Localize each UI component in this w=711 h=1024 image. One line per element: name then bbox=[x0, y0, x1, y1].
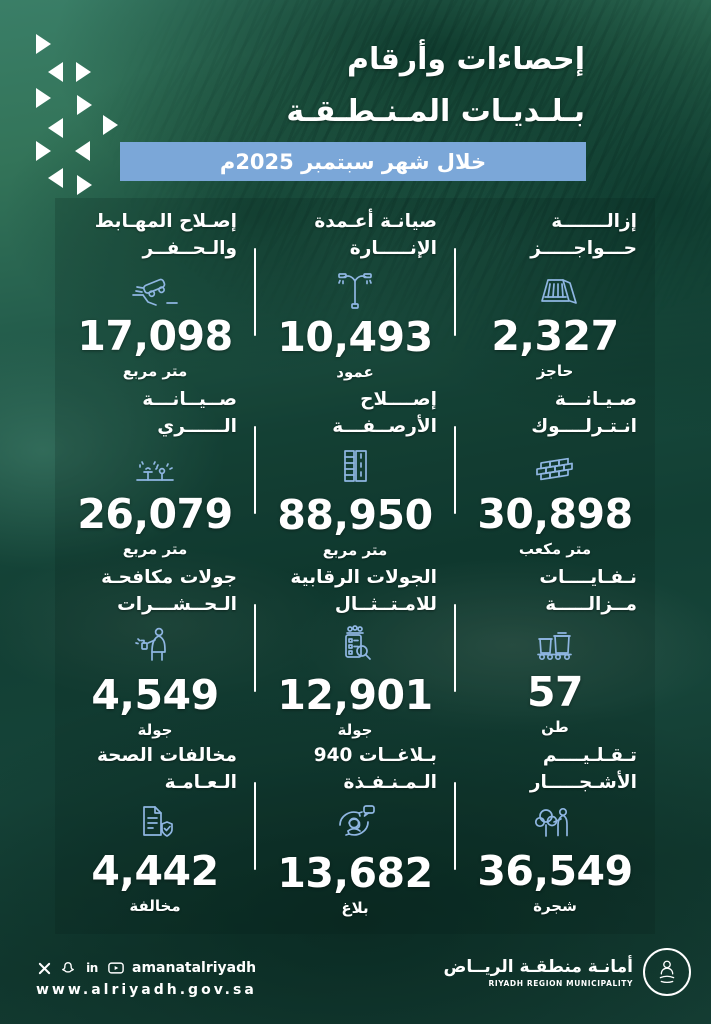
website-url[interactable]: www.alriyadh.gov.sa bbox=[36, 982, 257, 998]
footer-social-block bbox=[36, 960, 257, 998]
title-line-2: بـلـديـات المـنـطـقـة bbox=[286, 94, 585, 129]
stat-title-line2: الأرصــفـــة bbox=[332, 416, 437, 437]
stat-title-line1: إصــــلاح bbox=[360, 389, 437, 410]
stat-title-line1: إصـلاح المهـابط bbox=[94, 211, 237, 232]
stats-grid bbox=[55, 202, 655, 917]
sprinkler-icon bbox=[55, 442, 255, 491]
inspection-clipboard-icon bbox=[255, 620, 455, 672]
stat-title bbox=[455, 564, 655, 620]
triangle-icon bbox=[77, 175, 92, 195]
stat-unit: جولة bbox=[137, 721, 173, 739]
stat-card-interlock-maintenance bbox=[455, 380, 655, 558]
stat-value: 13,682 bbox=[277, 849, 433, 897]
triangle-icon bbox=[75, 141, 90, 161]
date-banner bbox=[120, 142, 586, 181]
footer bbox=[0, 928, 711, 1024]
stat-title-line2: الإنـــــارة bbox=[349, 238, 437, 259]
stat-title-line1: صـيـانـــة bbox=[554, 389, 637, 410]
stat-value: 88,950 bbox=[277, 491, 433, 539]
stat-value: 12,901 bbox=[277, 671, 433, 719]
stat-card-compliance-inspection-rounds bbox=[255, 558, 455, 739]
stat-title-line2: الـحــشـــرات bbox=[117, 594, 237, 615]
stat-title bbox=[55, 564, 255, 620]
stat-title-line1: صيانـة أعـمدة bbox=[314, 211, 437, 232]
triangle-icon bbox=[36, 141, 51, 161]
sidewalk-icon bbox=[255, 442, 455, 492]
pest-control-icon bbox=[55, 620, 255, 672]
stat-card-sidewalk-repair bbox=[255, 380, 455, 558]
stat-title-line2: انـتـرلــــوك bbox=[531, 416, 637, 437]
title-line-1: إحصاءات وأرقام bbox=[346, 42, 585, 77]
stat-title bbox=[55, 742, 255, 798]
stat-title-line2: للامـتــثــال bbox=[334, 594, 437, 615]
stat-title bbox=[255, 564, 455, 620]
stat-title bbox=[255, 386, 455, 442]
triangle-icon bbox=[76, 62, 91, 82]
stat-title-line2: الـمـنـفـذة bbox=[343, 772, 437, 793]
stat-unit: مخالفة bbox=[129, 897, 181, 915]
stat-value: 30,898 bbox=[477, 490, 633, 538]
stat-unit: طن bbox=[541, 718, 569, 736]
stat-value: 10,493 bbox=[277, 313, 433, 361]
triangle-icon bbox=[36, 34, 51, 54]
triangle-icon bbox=[36, 88, 51, 108]
stat-value: 4,549 bbox=[91, 671, 219, 719]
stat-title-line1: صــيــانـــة bbox=[142, 389, 237, 410]
org-name-english: RIYADH REGION MUNICIPALITY bbox=[488, 978, 633, 988]
barrier-icon bbox=[455, 264, 655, 313]
stat-title bbox=[255, 742, 455, 798]
stat-value: 57 bbox=[526, 668, 584, 716]
snapchat-icon[interactable] bbox=[60, 960, 76, 976]
stat-card-lighting-pole-maintenance bbox=[255, 202, 455, 380]
triangle-icon bbox=[48, 168, 63, 188]
stat-title-line1: بـلاغــات 940 bbox=[313, 745, 437, 766]
stat-card-manhole-pothole-repair bbox=[55, 202, 255, 380]
stat-title bbox=[55, 386, 255, 442]
violation-document-icon bbox=[55, 798, 255, 848]
stat-title-line1: نـفـايــــات bbox=[539, 567, 637, 588]
stat-title-line1: جولات مكافحـة bbox=[101, 567, 237, 588]
stat-title-line2: حـــواجـــــز bbox=[530, 238, 637, 259]
stat-title bbox=[455, 208, 655, 264]
stat-title-line2: الـعـامـة bbox=[164, 772, 237, 793]
footer-org-block bbox=[444, 948, 692, 996]
stat-card-irrigation-maintenance bbox=[55, 380, 255, 558]
stat-title-line2: مــزالـــــة bbox=[545, 594, 637, 615]
stat-unit: متر مربع bbox=[122, 540, 188, 558]
date-banner-text: خلال شهر سبتمبر 2025م bbox=[219, 149, 487, 174]
stat-title-line2: والـحــفــر bbox=[142, 238, 237, 259]
stat-unit: متر مكعب bbox=[518, 540, 592, 558]
triangle-icon bbox=[103, 115, 118, 135]
waste-container-icon bbox=[455, 620, 655, 669]
stat-value: 17,098 bbox=[77, 312, 233, 360]
street-lamp-icon bbox=[255, 264, 455, 314]
call-center-icon bbox=[255, 798, 455, 850]
stat-card-pest-control-rounds bbox=[55, 558, 255, 739]
stat-unit: عمود bbox=[336, 363, 374, 381]
stat-card-public-health-violations bbox=[55, 736, 255, 914]
triangle-icon bbox=[48, 62, 63, 82]
linkedin-icon[interactable]: in bbox=[86, 961, 98, 975]
stat-title-line1: الجولات الرقابية bbox=[290, 567, 437, 588]
x-icon[interactable] bbox=[36, 960, 52, 976]
road-collapse-icon bbox=[55, 264, 255, 313]
social-handle[interactable]: amanatalriyadh bbox=[132, 960, 257, 976]
stat-unit: متر مربع bbox=[322, 541, 388, 559]
stat-unit: حاجز bbox=[536, 362, 574, 380]
org-name-arabic: أمانـة منطقـة الريــاض bbox=[443, 956, 633, 977]
triangle-icon bbox=[48, 118, 63, 138]
youtube-icon[interactable] bbox=[108, 960, 124, 976]
interlock-bricks-icon bbox=[455, 442, 655, 491]
stat-title-line2: الأشـجـــــار bbox=[529, 772, 637, 793]
stat-card-waste-removed bbox=[455, 558, 655, 736]
tree-pruning-icon bbox=[455, 798, 655, 848]
stat-unit: متر مربع bbox=[122, 362, 188, 380]
stat-unit: شجرة bbox=[533, 897, 577, 915]
stat-value: 26,079 bbox=[77, 490, 233, 538]
stat-title-line1: مخالفات الصحة bbox=[96, 745, 237, 766]
stat-card-barrier-removal bbox=[455, 202, 655, 380]
stat-unit: بلاغ bbox=[341, 899, 369, 917]
stat-value: 2,327 bbox=[491, 312, 619, 360]
stat-value: 36,549 bbox=[477, 847, 633, 895]
stat-title bbox=[255, 208, 455, 264]
stat-card-tree-pruning bbox=[455, 736, 655, 914]
stat-title bbox=[55, 208, 255, 264]
stat-title bbox=[455, 386, 655, 442]
stat-title bbox=[455, 742, 655, 798]
stat-title-line1: إزالـــــــة bbox=[551, 211, 637, 232]
triangle-icon bbox=[77, 95, 92, 115]
stat-card-940-reports-executed bbox=[255, 736, 455, 917]
stat-unit: جولة bbox=[337, 721, 373, 739]
municipality-logo-icon bbox=[643, 948, 691, 996]
stat-title-line2: الــــــري bbox=[157, 416, 237, 437]
stat-title-line1: تـقـلـيــــم bbox=[542, 745, 637, 766]
stat-value: 4,442 bbox=[91, 847, 219, 895]
poster-title bbox=[286, 34, 585, 138]
